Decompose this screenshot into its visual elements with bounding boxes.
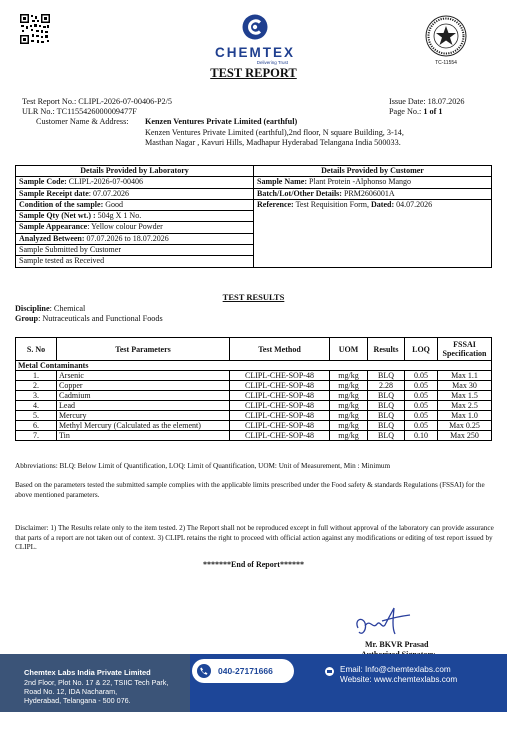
table-row xyxy=(16,421,492,431)
footer-email[interactable]: Email: Info@chemtexlabs.com xyxy=(340,665,451,674)
customer-detail-label: Dated: xyxy=(371,199,395,209)
row-method: CLIPL-CHE-SOP-48 xyxy=(230,391,330,401)
column-header: LOQ xyxy=(405,338,438,361)
customer-address-line1: Kenzen Ventures Private Limited (earthful),2nd floor, N square Building, 3-14, xyxy=(145,128,404,137)
chemtex-logo-icon xyxy=(242,14,268,40)
lab-detail-value: 504g X 1 No. xyxy=(95,211,142,221)
lab-detail xyxy=(16,177,254,188)
ulr-no: ULR No.: TC1155426000009477F xyxy=(22,107,137,116)
qr-code xyxy=(20,14,50,44)
group-value: : Nutraceuticals and Functional Foods xyxy=(38,314,163,323)
row-method: CLIPL-CHE-SOP-48 xyxy=(230,431,330,441)
discipline-label: Discipline xyxy=(15,304,50,313)
disclaimer: Disclaimer: 1) The Results relate only to the item tested. 2) The Report shall not be reproduced except in full without approval of the laboratory can provide assurance that parts of a report are not taken out of context. 3) CLIPL retains the right to proceed with official action against any modifications or editing of test report issued by CLIPL. xyxy=(15,524,494,551)
row-loq: 0.05 xyxy=(405,381,438,391)
row-parameter: Methyl Mercury (Calculated as the element) xyxy=(57,421,230,431)
row-result: BLQ xyxy=(368,401,405,411)
details-row xyxy=(16,199,492,210)
abbreviations-note: Abbreviations: BLQ: Below Limit of Quantification, LOQ: Limit of Quantification, UOM: Unit of Measurement, Min : Minimum xyxy=(15,462,391,470)
row-number: 1. xyxy=(16,371,57,381)
customer-detail-label: Batch/Lot/Other Details: xyxy=(257,188,342,198)
end-marker-left: ******* xyxy=(203,560,232,569)
table-row xyxy=(16,411,492,421)
row-uom: mg/kg xyxy=(330,371,368,381)
row-result: BLQ xyxy=(368,391,405,401)
lab-detail-value: Good xyxy=(103,199,124,209)
row-number: 2. xyxy=(16,381,57,391)
row-parameter: Mercury xyxy=(57,411,230,421)
row-uom: mg/kg xyxy=(330,411,368,421)
accreditation-seal-icon xyxy=(424,14,468,58)
column-header: Test Parameters xyxy=(57,338,230,361)
lab-detail-value: CLIPL-2026-07-00406 xyxy=(66,177,143,187)
row-method: CLIPL-CHE-SOP-48 xyxy=(230,371,330,381)
table-row xyxy=(16,381,492,391)
row-result: BLQ xyxy=(368,421,405,431)
column-header: Results xyxy=(368,338,405,361)
row-number: 6. xyxy=(16,421,57,431)
table-row xyxy=(16,431,492,441)
lab-detail-value: Sample tested as Received xyxy=(19,256,105,266)
row-number: 7. xyxy=(16,431,57,441)
row-result: 2.28 xyxy=(368,381,405,391)
row-loq: 0.05 xyxy=(405,391,438,401)
lab-detail-value: : Yellow colour Powder xyxy=(87,222,163,232)
table-row xyxy=(16,371,492,381)
lab-detail xyxy=(16,211,254,222)
end-of-report-text: End of Report xyxy=(231,560,280,569)
customer-address-line2: Masthan Nagar , Kavuri Hills, Madhapur Hyderabad Telangana India 500033. xyxy=(145,138,401,147)
email-icon xyxy=(325,667,334,676)
brand-tagline: Delivering Trust xyxy=(256,60,288,65)
row-spec: Max 250 xyxy=(438,431,492,441)
customer-detail-label: Reference: xyxy=(257,199,294,209)
group xyxy=(15,314,163,324)
page-number xyxy=(389,107,442,117)
customer-detail-label: Sample Name: xyxy=(257,177,307,187)
row-parameter: Tin xyxy=(57,431,230,441)
lab-detail-label: Condition of the sample: xyxy=(19,199,104,209)
customer-detail-value: 04.07.2026 xyxy=(394,199,433,209)
brand-name: CHEMTEX xyxy=(214,45,295,60)
issue-date: Issue Date: 18.07.2026 xyxy=(389,97,465,106)
row-number: 4. xyxy=(16,401,57,411)
lab-detail xyxy=(16,245,254,256)
compliance-statement: Based on the parameters tested the submitted sample complies with the applicable limits prescribed under the Food safety & standards Regulations (FSSAI) for the above mentioned parameters. xyxy=(15,481,485,499)
row-loq: 0.05 xyxy=(405,401,438,411)
customer-details-header: Details Provided by Customer xyxy=(254,166,492,177)
footer-phone[interactable]: 040-27171666 xyxy=(218,666,273,676)
lab-detail xyxy=(16,188,254,199)
details-row xyxy=(16,177,492,188)
row-parameter: Cadmium xyxy=(57,391,230,401)
footer-company: Chemtex Labs India Private Limited xyxy=(24,668,151,677)
row-parameter: Lead xyxy=(57,401,230,411)
lab-detail-label: Sample Qty (Net wt.) : xyxy=(19,211,96,221)
row-parameter: Copper xyxy=(57,381,230,391)
customer-label: Customer Name & Address: xyxy=(36,117,129,126)
row-uom: mg/kg xyxy=(330,401,368,411)
details-table xyxy=(15,165,492,268)
row-spec: Max 0.25 xyxy=(438,421,492,431)
row-result: BLQ xyxy=(368,431,405,441)
section-header: Metal Contaminants xyxy=(16,361,492,371)
lab-detail-label: Sample Appearance xyxy=(19,222,88,232)
phone-icon xyxy=(197,664,211,678)
customer-detail-value: PRM2606001A xyxy=(341,188,395,198)
lab-detail-label: Sample Code: xyxy=(19,177,67,187)
end-marker-right: ****** xyxy=(279,560,304,569)
chemtex-logo xyxy=(200,14,310,64)
row-loq: 0.05 xyxy=(405,411,438,421)
lab-detail xyxy=(16,233,254,244)
lab-detail-value: : 07.07.2026 xyxy=(88,188,129,198)
column-header: FSSAI Specification xyxy=(438,338,492,361)
footer-address-line1: 2nd Floor, Plot No. 17 & 22, TSIIC Tech Park, xyxy=(24,678,169,687)
row-uom: mg/kg xyxy=(330,381,368,391)
row-spec: Max 1.1 xyxy=(438,371,492,381)
lab-details-header: Details Provided by Laboratory xyxy=(16,166,254,177)
row-parameter: Arsenic xyxy=(57,371,230,381)
column-header: S. No xyxy=(16,338,57,361)
test-results-heading: TEST RESULTS xyxy=(222,292,285,302)
test-report-no: Test Report No.: CLIPL-2026-07-00406-P2/5 xyxy=(22,97,172,106)
end-of-report xyxy=(0,560,507,569)
lab-detail xyxy=(16,222,254,233)
footer-address-line3: Hyderabad, Telangana - 500 076. xyxy=(24,696,131,705)
lab-detail xyxy=(16,199,254,210)
customer-detail-value: Plant Protein -Alphonso Mango xyxy=(307,177,411,187)
row-spec: Max 2.5 xyxy=(438,401,492,411)
row-spec: Max 1.5 xyxy=(438,391,492,401)
row-uom: mg/kg xyxy=(330,421,368,431)
table-row xyxy=(16,391,492,401)
details-row xyxy=(16,188,492,199)
footer-website[interactable]: Website: www.chemtexlabs.com xyxy=(340,675,458,684)
row-loq: 0.05 xyxy=(405,421,438,431)
customer-detail-value: Test Requisition Form, xyxy=(293,199,372,209)
row-method: CLIPL-CHE-SOP-48 xyxy=(230,401,330,411)
column-header: Test Method xyxy=(230,338,330,361)
lab-detail-value: 07.07.2026 to 18.07.2026 xyxy=(84,233,169,243)
row-method: CLIPL-CHE-SOP-48 xyxy=(230,381,330,391)
page-no-value: 1 of 1 xyxy=(423,107,443,116)
row-spec: Max 1.0 xyxy=(438,411,492,421)
lab-detail xyxy=(16,256,254,267)
group-label: Group xyxy=(15,314,39,323)
row-uom: mg/kg xyxy=(330,431,368,441)
row-result: BLQ xyxy=(368,411,405,421)
footer-bar xyxy=(0,654,507,712)
page-no-label: Page No.: xyxy=(389,107,422,116)
footer-address-line2: Road No. 12, IDA Nacharam, xyxy=(24,687,118,696)
signature-image xyxy=(352,606,414,640)
customer-name: Kenzen Ventures Private Limited (earthful) xyxy=(145,117,298,126)
customer-detail xyxy=(254,177,492,188)
results-table xyxy=(15,337,492,441)
customer-detail xyxy=(254,188,492,199)
lab-detail-label: Sample Receipt date xyxy=(19,188,89,198)
lab-detail-label: Analyzed Between: xyxy=(19,233,85,243)
lab-detail-value: Sample Submitted by Customer xyxy=(19,245,121,255)
row-spec: Max 30 xyxy=(438,381,492,391)
row-number: 5. xyxy=(16,411,57,421)
page-title: TEST REPORT xyxy=(210,66,297,80)
row-method: CLIPL-CHE-SOP-48 xyxy=(230,421,330,431)
row-number: 3. xyxy=(16,391,57,401)
column-header: UOM xyxy=(330,338,368,361)
accreditation-code: TC-11554 xyxy=(435,60,457,66)
row-loq: 0.10 xyxy=(405,431,438,441)
table-row xyxy=(16,401,492,411)
discipline-value: : Chemical xyxy=(49,304,86,313)
row-loq: 0.05 xyxy=(405,371,438,381)
row-result: BLQ xyxy=(368,371,405,381)
discipline xyxy=(15,304,85,314)
row-method: CLIPL-CHE-SOP-48 xyxy=(230,411,330,421)
signatory-name: Mr. BKVR Prasad xyxy=(365,640,429,649)
customer-detail xyxy=(254,199,492,267)
row-uom: mg/kg xyxy=(330,391,368,401)
